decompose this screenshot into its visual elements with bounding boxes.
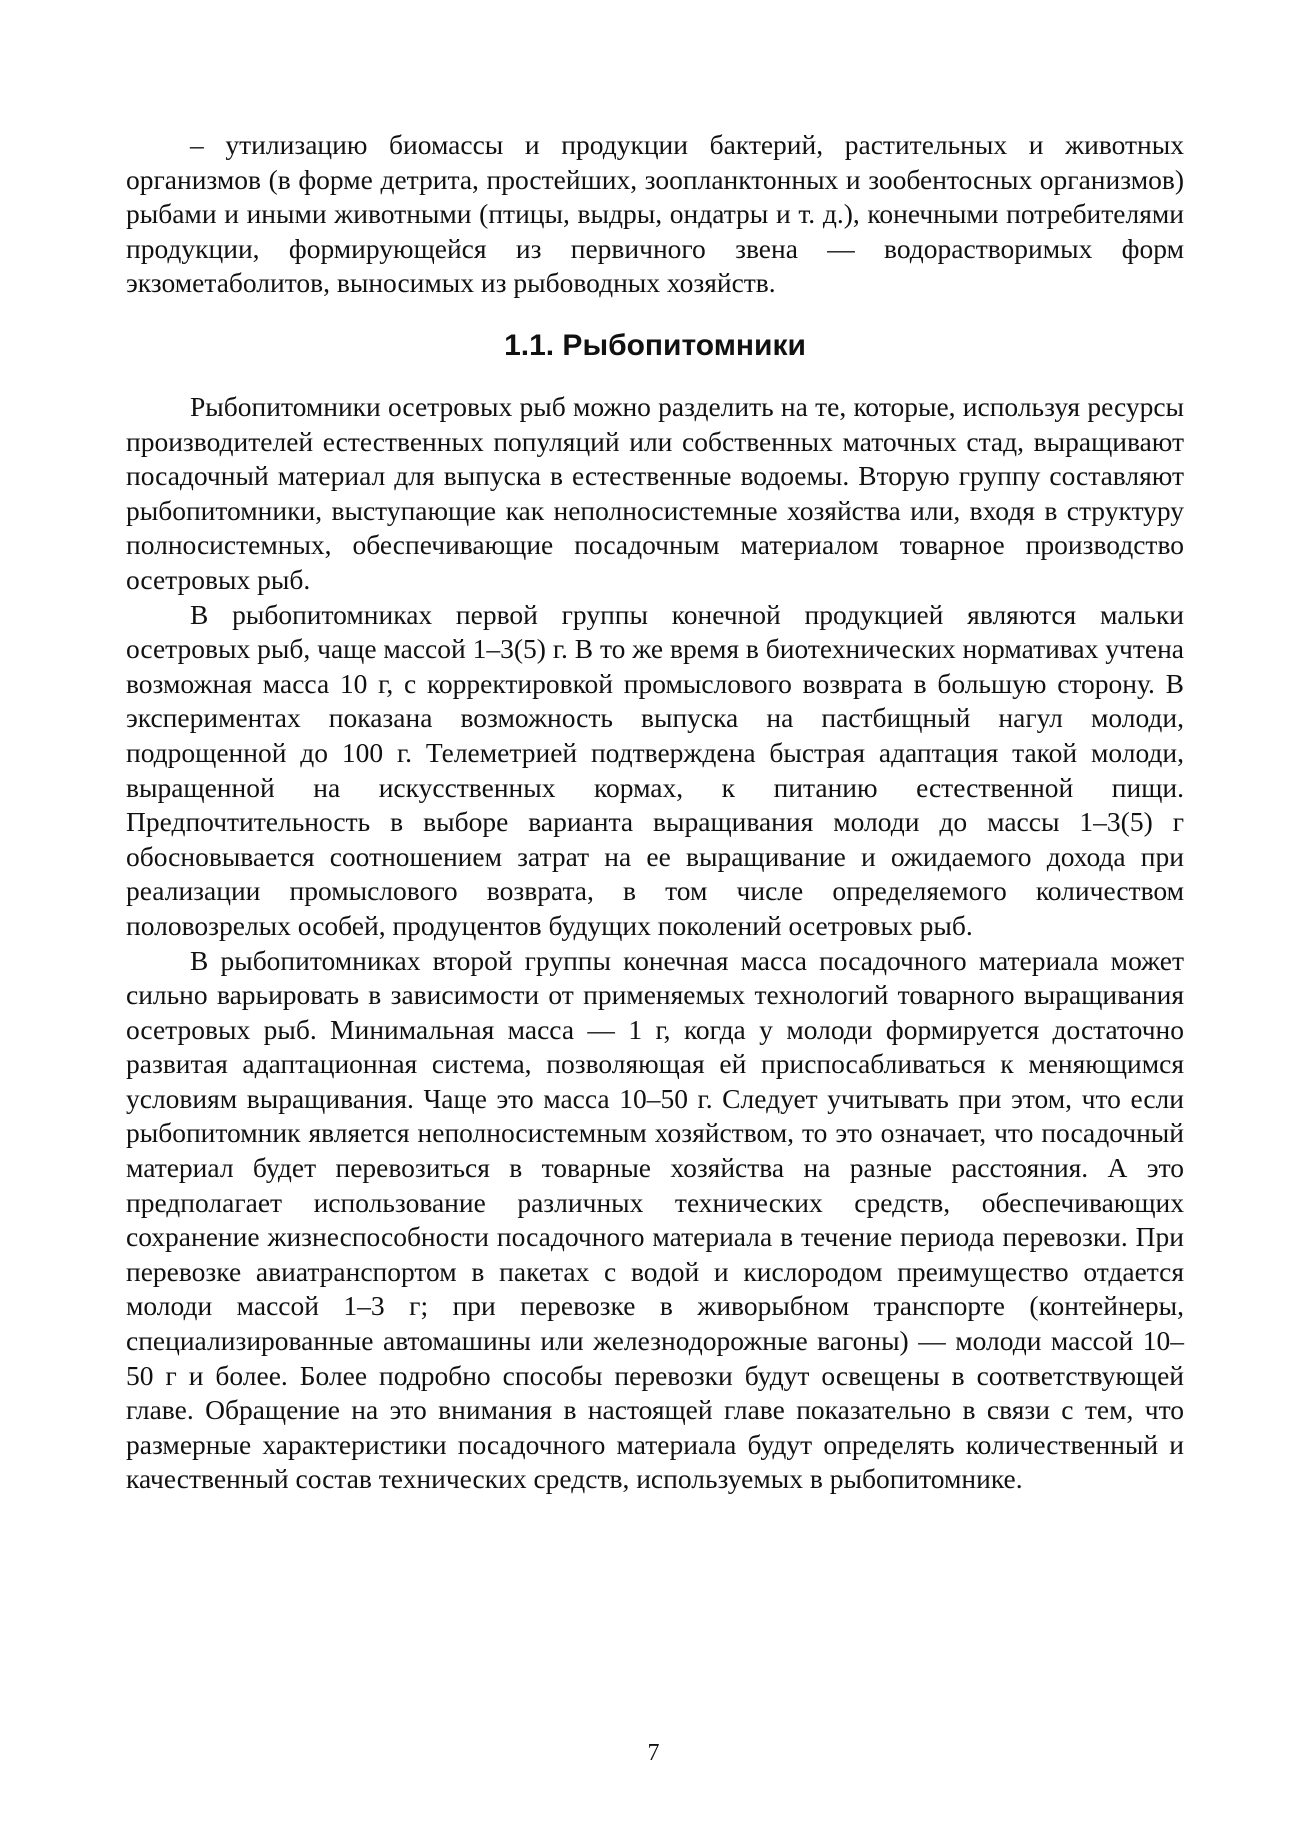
paragraph-1: Рыбопитомники осетровых рыб можно разделить на те, которые, используя ресурсы производителей естественных популяций или собственных маточных стад, выращивают посадочный материал для выпуска в естественные водоемы. Вторую группу составляют рыбопитомники, выступающие как неполносистемные хозяйства или, входя в структуру полносистемных, обеспечивающие посадочным материалом товарное производство осетровых рыб. [126, 391, 1184, 595]
intro-text [126, 128, 1184, 301]
page-number: 7 [647, 1740, 660, 1766]
paragraph-3: В рыбопитомниках второй группы конечная масса посадочного материала может сильно варьировать в зависимости от применяемых технологий товарного выращивания осетровых рыб. Минимальная масса — 1 г, когда у молоди формируется достаточно развитая адаптационная система, позволяющая ей приспосабливаться к меняющимся условиям выращивания. Чаще это масса 10–50 г. Следует учитывать при этом, что если рыбопитомник является неполносистемным хозяйством, то это означает, что посадочный материал будет перевозиться в товарные хозяйства на разные расстояния. А это предполагает использование различных технических средств, обеспечивающих сохранение жизнеспособности посадочного материала в течение периода перевозки. При перевозке авиатранспортом в пакетах с водой и кислородом преимущество отдается молоди массой 1–3 г; при перевозке в живорыбном транспорте (контейнеры, специализированные автомашины или железнодорожные вагоны) — молоди массой 10–50 г и более. Более подробно способы перевозки будут освещены в соответствующей главе. Обращение на это внимания в настоящей главе показательно в связи с тем, что размерные характеристики посадочного материала будут определять количественный и качественный состав технических средств, используемых в рыбопитомнике. [126, 944, 1184, 1495]
intro-paragraph: – утилизацию биомассы и продукции бактерий, растительных и животных организмов (в форме детрита, простейших, зоопланктонных и зообентосных организмов) рыбами и иными животными (птицы, выдры, ондатры и т. д.), конечными потребителями продукции, формирующейся из первичного звена — водорастворимых форм экзометаболитов, выносимых из рыбоводных хозяйств. [126, 129, 1184, 299]
section-body [126, 390, 1184, 1497]
paragraph-2: В рыбопитомниках первой группы конечной продукцией являются мальки осетровых рыб, чаще массой 1–3(5) г. В то же время в биотехнических нормативах учтена возможная масса 10 г, с корректировкой промыслового возврата в большую сторону. В экспериментах показана возможность выпуска на пастбищный нагул молоди, подрощенной до 100 г. Телеметрией подтверждена быстрая адаптация такой молоди, выращенной на искусственных кормах, к питанию естественной пищи. Предпочтительность в выборе варианта выращивания молоди до массы 1–3(5) г обосновывается соотношением затрат на ее выращивание и ожидаемого дохода при реализации промыслового возврата, в том числе определяемого количеством половозрелых особей, продуцентов будущих поколений осетровых рыб. [126, 598, 1184, 941]
section-heading: 1.1. Рыбопитомники [504, 329, 806, 362]
